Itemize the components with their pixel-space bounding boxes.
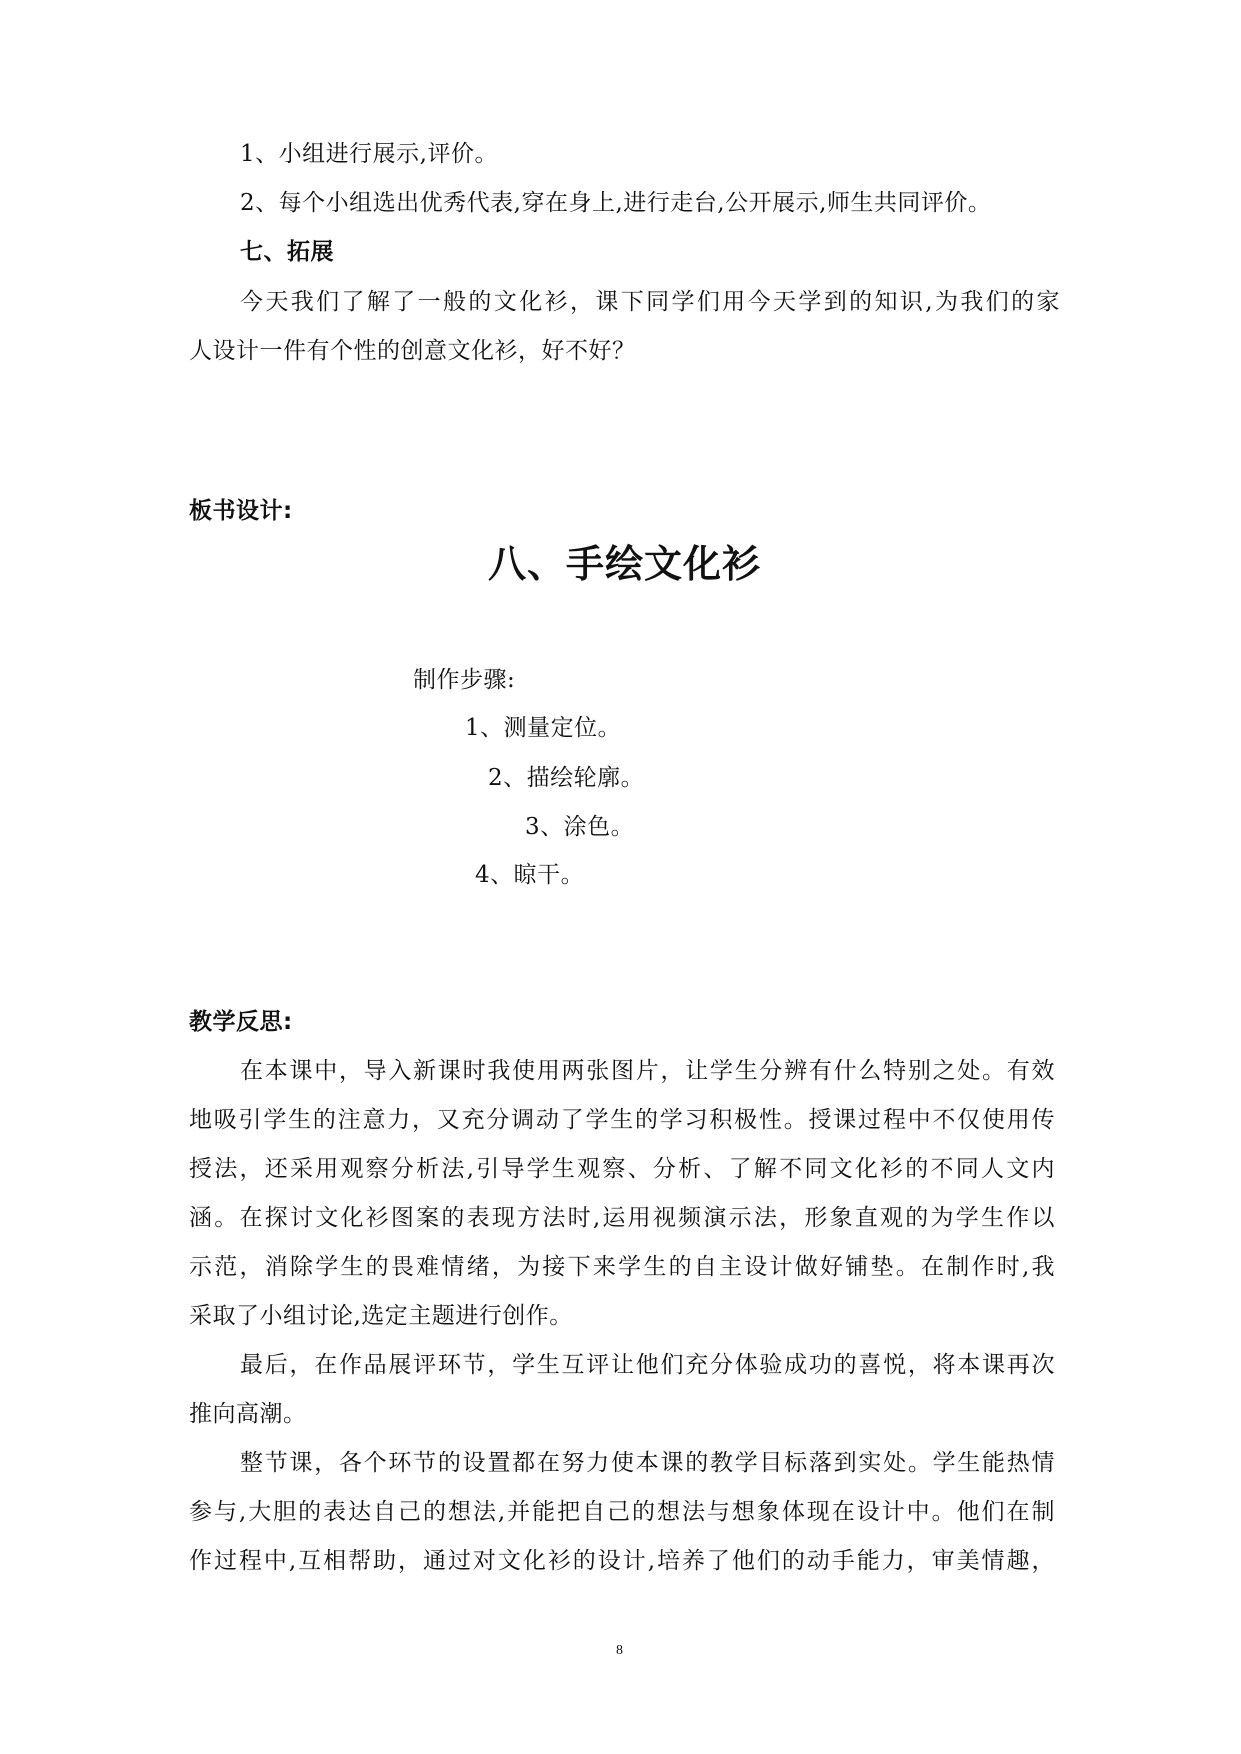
- reflection-p1-line-3: 授法，还采用观察分析法,引导学生观察、分析、了解不同文化衫的不同人文内: [189, 1156, 1055, 1182]
- step-item-1: 1、测量定位。: [465, 715, 622, 741]
- section6-item-1: 1、小组进行展示,评价。: [240, 141, 498, 167]
- step-item-3: 3、涂色。: [525, 814, 635, 840]
- board-design-label: 板书设计:: [189, 498, 293, 524]
- reflection-p1-line-6: 采取了小组讨论,选定主题进行创作。: [189, 1303, 573, 1329]
- reflection-p3-line-1: 整节课，各个环节的设置都在努力使本课的教学目标落到实处。学生能热情: [240, 1450, 1055, 1476]
- reflection-p3-line-2: 参与,大胆的表达自己的想法,并能把自己的想法与想象体现在设计中。他们在制: [189, 1499, 1055, 1525]
- reflection-label: 教学反思:: [189, 1009, 293, 1035]
- reflection-p3-line-3: 作过程中,互相帮助，通过对文化衫的设计,培养了他们的动手能力，审美情趣，: [189, 1548, 1055, 1574]
- reflection-p2-line-2: 推向高潮。: [189, 1401, 307, 1427]
- reflection-p1-line-4: 涵。在探讨文化衫图案的表现方法时,运用视频演示法，形象直观的为学生作以: [189, 1205, 1055, 1231]
- page-number: 8: [616, 1643, 623, 1658]
- section7-paragraph-line-2: 人设计一件有个性的创意文化衫，好不好？: [189, 338, 636, 364]
- section7-paragraph-line-1: 今天我们了解了一般的文化衫，课下同学们用今天学到的知识,为我们的家: [240, 289, 1060, 315]
- step-item-4: 4、晾干。: [475, 862, 585, 888]
- section6-item-2: 2、每个小组选出优秀代表,穿在身上,进行走台,公开展示,师生共同评价。: [240, 190, 992, 216]
- reflection-p1-line-5: 示范，消除学生的畏难情绪，为接下来学生的自主设计做好铺垫。在制作时,我: [189, 1254, 1055, 1280]
- reflection-p1-line-2: 地吸引学生的注意力，又充分调动了学生的学习积极性。授课过程中不仅使用传: [189, 1107, 1055, 1133]
- steps-label: 制作步骤:: [413, 667, 516, 693]
- reflection-p1-line-1: 在本课中，导入新课时我使用两张图片，让学生分辨有什么特别之处。有效: [240, 1058, 1055, 1084]
- board-design-title: 八、手绘文化衫: [488, 542, 762, 586]
- step-item-2: 2、描绘轮廓。: [488, 765, 645, 791]
- reflection-p2-line-1: 最后，在作品展评环节，学生互评让他们充分体验成功的喜悦，将本课再次: [240, 1352, 1055, 1378]
- section7-heading: 七、拓展: [240, 239, 334, 265]
